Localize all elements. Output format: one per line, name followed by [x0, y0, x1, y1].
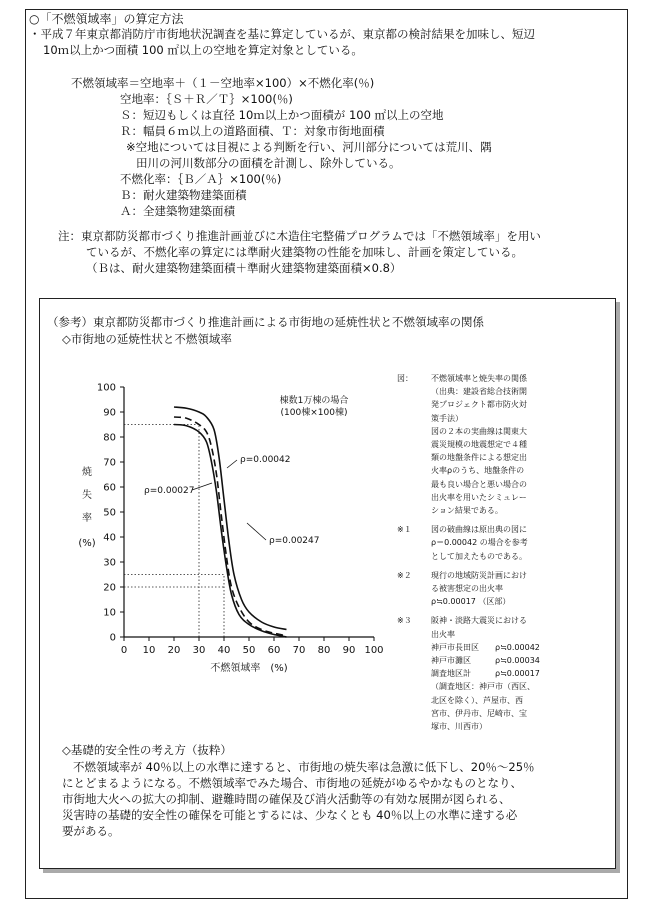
x-tick-label: 10: [142, 645, 156, 656]
formula-line: Ｓ：短辺もしくは直径 10ｍ以上かつ面積が 100 ㎡以上の空地: [120, 108, 444, 122]
formula-line: 不燃領域率＝空地率＋（１－空地率×100）×不燃化率(％): [71, 76, 375, 90]
reference-subtitle: ◇市街地の延焼性状と不燃領域率: [62, 332, 232, 346]
basic-heading: ◇基礎的安全性の考え方（抜粋）: [62, 743, 232, 757]
x-tick-label: 70: [292, 645, 306, 656]
y-tick-label: 80: [103, 432, 116, 444]
series-label: ρ=0.00247: [269, 536, 320, 546]
note-line: （調査地区：神戸市（西区、: [431, 682, 535, 692]
shadow: [616, 302, 620, 873]
note-line: 出火率を用いたシミュレー: [431, 492, 527, 502]
basic-line: 市街地大火への拡大の抑制、避難時間の確保及び消火活動等の有効な展開が図られる、: [62, 792, 511, 806]
y-tick-label: 20: [103, 582, 116, 594]
series-label-pointer: [227, 460, 237, 468]
x-tick-label: 0: [120, 645, 128, 656]
note-line: 策手法）: [431, 413, 463, 423]
y-tick-label: 10: [103, 607, 116, 619]
note-line: 出火率: [431, 629, 455, 639]
intro-line-2: 10ｍ以上かつ面積 100 ㎡以上の空地を算定対象としている。: [43, 43, 363, 57]
note-line: 調査地区計 ρ≒0.00017: [431, 669, 540, 679]
series-line: [174, 417, 287, 636]
chart-annotation: 棟数1万棟の場合: [279, 396, 349, 406]
basic-line: にとどまるようになる。不燃領域率でみた場合、市街地の延焼がゆるやかなものとなり、: [62, 776, 522, 790]
series-line: [174, 407, 287, 630]
note-line: 類の地盤条件による想定出: [431, 453, 527, 463]
note-line: ション結果である。: [431, 506, 503, 515]
note-mark: 図：: [397, 374, 413, 383]
note-line: 北区を除く）、芦屋市、西: [431, 695, 523, 705]
series-label-pointer: [192, 483, 212, 490]
note-line-2: ているが、不燃化率の算定には準耐火建築物の性能を加味し、計画を策定している。: [86, 245, 523, 259]
burn-rate-chart: [44, 370, 384, 700]
note-line: ρ≒0.00017 （区部）: [431, 597, 511, 607]
formula-line: Ｒ：幅員６ｍ以上の道路面積、Ｔ：対象市街地面積: [120, 124, 385, 138]
note-line: として加えたものである。: [431, 551, 527, 561]
note-mark: ※３: [397, 616, 412, 626]
note-line: 発プロジェクト都市防火対: [431, 400, 527, 410]
x-axis-label: 不燃領域率 (%): [210, 663, 288, 674]
x-tick-label: 60: [267, 645, 281, 656]
y-tick-label: 100: [96, 382, 116, 394]
formula-line: Ａ：全建築物建築面積: [120, 204, 235, 218]
y-tick-label: 0: [109, 632, 116, 644]
basic-line: 要がある。: [62, 824, 120, 838]
y-tick-label: 30: [103, 557, 116, 569]
note-line-1: 注：東京都防災都市づくり推進計画並びに木造住宅整備プログラムでは「不燃領域率」を用い: [58, 229, 541, 243]
formula-line: Ｂ：耐火建築物建築面積: [120, 188, 247, 202]
y-axis-label: 焼: [82, 467, 92, 478]
reference-title: （参考）東京都防災都市づくり推進計画による市街地の延焼性状と不燃領域率の関係: [47, 315, 484, 329]
x-tick-label: 40: [217, 645, 231, 656]
y-tick-label: 50: [103, 507, 116, 519]
series-label: ρ=0.00042: [240, 455, 291, 465]
x-tick-label: 50: [242, 645, 256, 656]
x-tick-label: 20: [167, 645, 181, 656]
intro-line-1: ・平成７年東京都消防庁市街地状況調査を基に算定しているが、東京都の検討結果を加味し、短辺: [29, 27, 535, 41]
y-tick-label: 40: [103, 532, 116, 544]
note-line: 宮市、伊丹市、尼崎市、宝: [431, 708, 527, 718]
note-line: 阪神・淡路大震災における: [431, 616, 527, 626]
x-tick-label: 100: [364, 645, 384, 656]
y-tick-label: 60: [103, 482, 116, 494]
note-mark: ※１: [397, 525, 412, 535]
note-line-3: （Ｂは、耐火建築物建築面積＋準耐火建築物建築面積×0.8）: [86, 261, 402, 275]
formula-line: 不燃化率：｛Ｂ／Ａ｝×100(％): [120, 172, 282, 186]
chart-annotation: (100棟×100棟): [280, 408, 348, 418]
y-axis-label: (%): [78, 538, 96, 549]
formula-line: 田川の河川数部分の面積を計測し、除外している。: [136, 156, 401, 170]
note-line: 塚市、川西市）: [431, 722, 487, 731]
x-tick-label: 80: [317, 645, 331, 656]
x-tick-label: 90: [342, 645, 356, 656]
note-line: （出典：建設省総合技術開: [431, 387, 527, 397]
note-line: 図の２本の実曲線は関東大: [431, 426, 527, 436]
formula-line: 空地率：｛Ｓ＋Ｒ／Ｔ｝×100(％): [120, 92, 293, 106]
note-line: 図の破曲線は原出典の図に: [431, 525, 527, 535]
note-line: 震災規模の地震想定で４種: [431, 440, 527, 449]
section-heading: ○「不燃領域率」の算定方法: [29, 12, 184, 26]
note-line: ρ＝0.00042 の場合を参考: [431, 538, 528, 548]
series-label: ρ=0.00027: [144, 486, 195, 496]
series-label-pointer: [247, 523, 266, 540]
note-line: 現行の地域防災計画におけ: [431, 570, 527, 580]
x-tick-label: 30: [192, 645, 206, 656]
note-line: 火率ρのうち、地盤条件の: [431, 466, 525, 476]
note-line: 不燃領域率と焼失率の関係: [431, 374, 527, 383]
note-line: 神戸市長田区 ρ≒0.00042: [431, 642, 540, 652]
note-line: 最も良い場合と悪い場合の: [431, 479, 527, 489]
formula-line: ※空地については目視による判断を行い、河川部分については荒川、隅: [126, 140, 492, 154]
note-line: 神戸市灘区 ρ≒0.00034: [431, 656, 540, 665]
y-axis-label: 率: [82, 513, 92, 524]
basic-line: 不燃領域率が 40％以上の水準に達すると、市街地の焼失率は急激に低下し、20％～25％: [73, 760, 535, 774]
y-tick-label: 90: [103, 407, 116, 419]
y-axis-label: 失: [82, 490, 92, 501]
note-mark: ※２: [397, 570, 412, 580]
shadow: [43, 869, 620, 873]
note-line: る被害想定の出火率: [431, 584, 503, 593]
y-tick-label: 70: [103, 457, 116, 469]
basic-line: 災害時の基礎的安全性の確保を可能とするには、少なくとも 40％以上の水準に達する必: [62, 808, 518, 822]
